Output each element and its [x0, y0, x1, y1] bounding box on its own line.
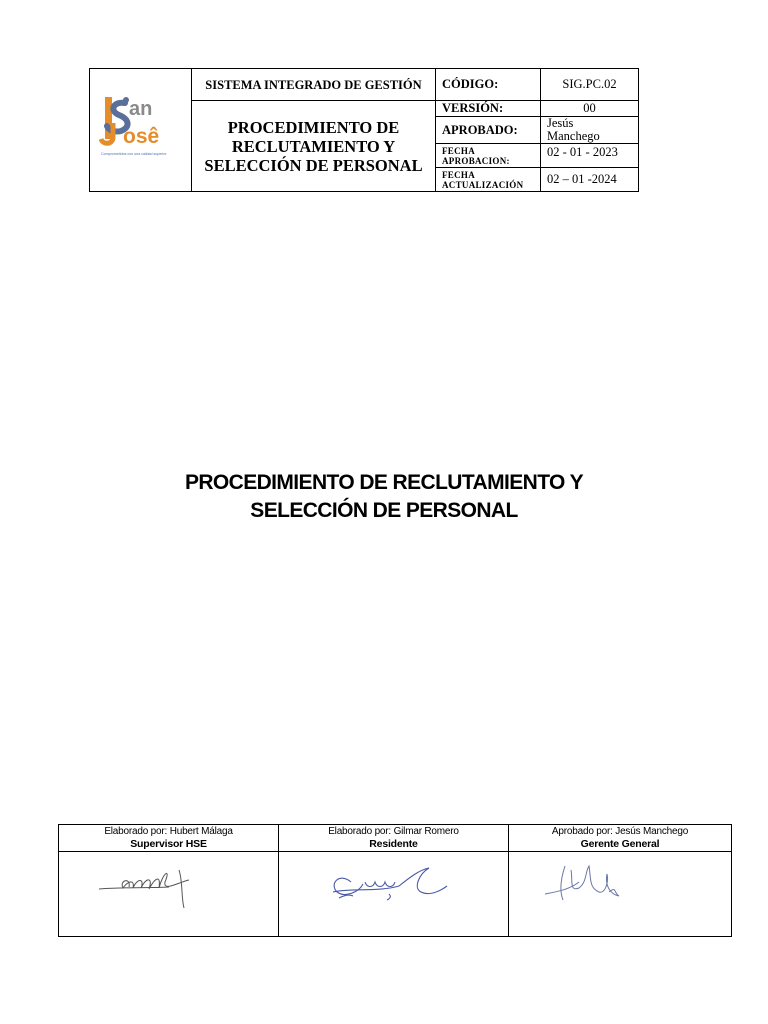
document-header — [89, 68, 639, 192]
procedure-title: PROCEDIMIENTO DE RECLUTAMIENTO Y SELECCIÓN DE PERSONAL — [192, 101, 436, 192]
code-label: CÓDIGO: — [436, 69, 541, 101]
approved-value: Jesús Manchego — [541, 117, 639, 144]
logo-text-ose: osê — [122, 124, 159, 148]
role-3: Gerente General — [580, 838, 660, 850]
code-value: SIG.PC.02 — [541, 69, 639, 101]
system-title: SISTEMA INTEGRADO DE GESTIÓN — [192, 69, 436, 101]
role-2: Residente — [369, 838, 418, 850]
logo-tagline: Comprometidos con una calidad superior — [100, 151, 167, 156]
version-label: VERSIÓN: — [436, 101, 541, 117]
update-date-value: 02 – 01 -2024 — [541, 168, 639, 192]
main-title-line-1: PROCEDIMIENTO DE RECLUTAMIENTO Y — [184, 471, 584, 494]
signature-header-1 — [59, 825, 279, 852]
prepared-by-2: Elaborado por: Gilmar Romero — [328, 826, 459, 837]
role-1: Supervisor HSE — [130, 838, 207, 850]
signature-area-1 — [59, 852, 279, 937]
signature-table — [58, 824, 732, 937]
company-logo-cell — [90, 69, 192, 192]
main-title-line-2: SELECCIÓN DE PERSONAL — [250, 499, 518, 522]
version-value: 00 — [541, 101, 639, 117]
signature-3-image — [509, 852, 732, 936]
signature-area-3 — [509, 852, 732, 937]
prepared-by-1: Elaborado por: Hubert Málaga — [104, 826, 233, 837]
document-main-title — [84, 469, 684, 525]
signature-area-2 — [279, 852, 509, 937]
approved-label: APROBADO: — [436, 117, 541, 144]
signature-header-3 — [509, 825, 732, 852]
approval-date-label: FECHA APROBACION: — [436, 144, 541, 168]
logo-text-an: an — [128, 97, 152, 120]
signature-1-image — [59, 852, 279, 936]
signature-2-image — [279, 852, 509, 936]
update-date-label: FECHA ACTUALIZACIÓN — [436, 168, 541, 192]
san-jose-logo — [99, 93, 183, 163]
approval-date-value: 02 - 01 - 2023 — [541, 144, 639, 168]
approved-by: Aprobado por: Jesús Manchego — [551, 826, 689, 837]
signature-header-2 — [279, 825, 509, 852]
